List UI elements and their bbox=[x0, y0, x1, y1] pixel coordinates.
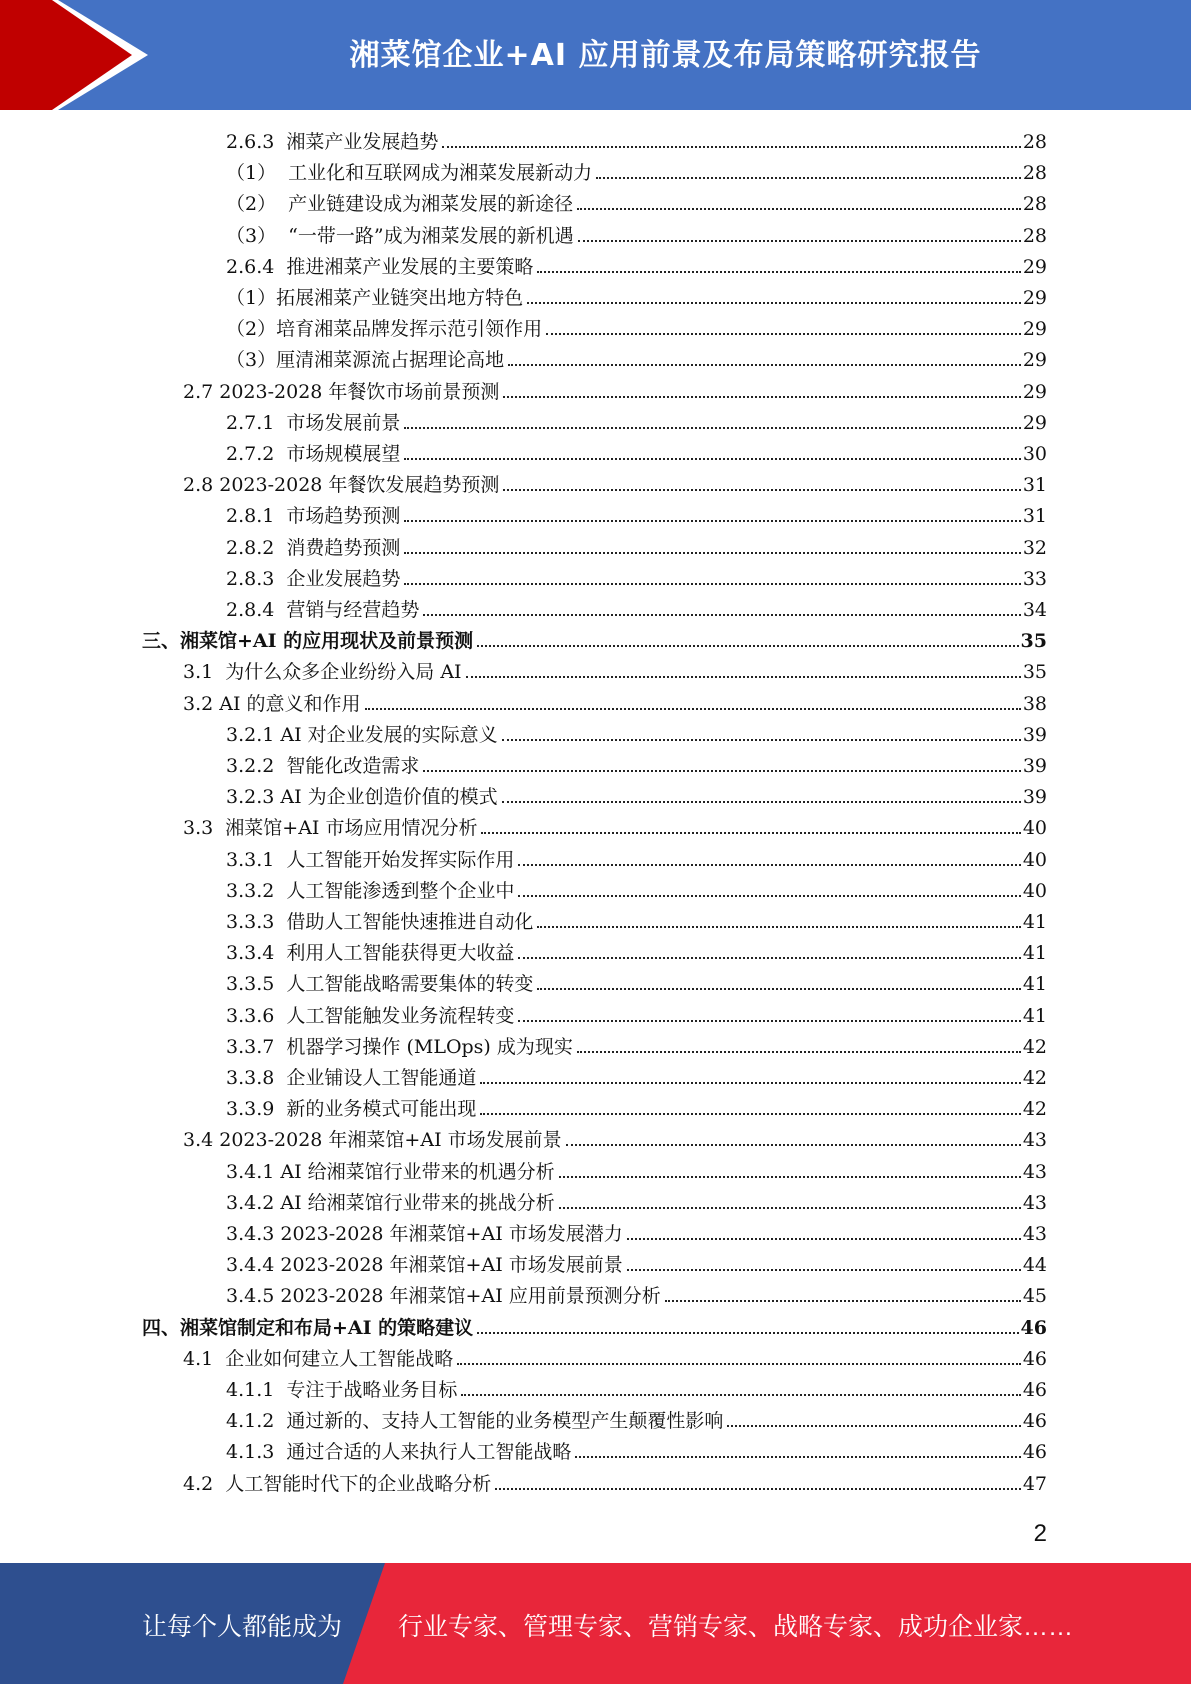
toc-leader-dots bbox=[627, 1238, 1021, 1240]
toc-leader-dots bbox=[527, 302, 1021, 304]
toc-entry-title: 2.6.3 湘菜产业发展趋势 bbox=[226, 131, 439, 153]
toc-entry-page: 41 bbox=[1022, 1004, 1047, 1027]
toc-entry-page: 34 bbox=[1022, 599, 1047, 621]
toc-entry-title: 3.4.5 2023-2028 年湘菜馆+AI 应用前景预测分析 bbox=[226, 1285, 661, 1308]
toc-entry-page: 28 bbox=[1022, 193, 1047, 216]
toc-leader-dots bbox=[404, 458, 1020, 460]
toc-entry-title: （3）厘清湘菜源流占据理论高地 bbox=[226, 349, 505, 372]
toc-leader-dots bbox=[503, 396, 1020, 398]
toc-entry-title: （3） “一带一路”成为湘菜发展的新机遇 bbox=[226, 224, 574, 247]
toc-entry-title: 4.1.3 通过合适的人来执行人工智能战略 bbox=[226, 1441, 572, 1464]
toc-leader-dots bbox=[480, 1113, 1020, 1115]
toc-entry[interactable] bbox=[226, 189, 1047, 220]
toc-entry[interactable] bbox=[183, 470, 1047, 501]
toc-entry-page: 46 bbox=[1020, 1316, 1047, 1339]
toc-entry-title: 2.8.2 消费趋势预测 bbox=[226, 536, 401, 559]
toc-entry[interactable] bbox=[226, 127, 1047, 158]
toc-entry-title: 2.7.1 市场发展前景 bbox=[226, 411, 401, 434]
toc-entry[interactable] bbox=[226, 564, 1047, 595]
toc-entry-title: 3.2.1 AI 对企业发展的实际意义 bbox=[226, 723, 498, 746]
toc-entry-page: 39 bbox=[1022, 755, 1047, 777]
toc-entry-title: 3.3.9 新的业务模式可能出现 bbox=[226, 1098, 477, 1121]
toc-entry[interactable] bbox=[226, 907, 1047, 938]
toc-leader-dots bbox=[404, 520, 1020, 522]
toc-entry-page: 39 bbox=[1022, 786, 1047, 809]
toc-entry[interactable] bbox=[226, 1188, 1047, 1219]
toc-leader-dots bbox=[578, 240, 1021, 242]
toc-leader-dots bbox=[518, 1020, 1020, 1022]
toc-entry[interactable] bbox=[226, 283, 1047, 314]
toc-entry[interactable] bbox=[226, 1063, 1047, 1094]
toc-entry-page: 29 bbox=[1022, 255, 1047, 278]
toc-entry-page: 44 bbox=[1022, 1254, 1047, 1277]
toc-leader-dots bbox=[559, 1176, 1021, 1178]
toc-entry-page: 39 bbox=[1022, 723, 1047, 746]
toc-leader-dots bbox=[627, 1269, 1021, 1271]
toc-leader-dots bbox=[665, 1300, 1021, 1302]
toc-entry[interactable] bbox=[226, 751, 1047, 782]
toc-entry-title: （2）培育湘菜品牌发挥示范引领作用 bbox=[226, 318, 543, 341]
toc-entry-title: 2.6.4 推进湘菜产业发展的主要策略 bbox=[226, 255, 534, 278]
toc-entry-title: 3.1 为什么众多企业纷纷入局 AI bbox=[183, 661, 462, 684]
page-footer bbox=[0, 1563, 1191, 1684]
toc-leader-dots bbox=[423, 614, 1020, 616]
toc-leader-dots bbox=[477, 645, 1018, 647]
toc-entry-page: 40 bbox=[1022, 879, 1047, 902]
toc-entry-page: 46 bbox=[1022, 1441, 1047, 1464]
toc-leader-dots bbox=[423, 770, 1020, 772]
toc-entry-page: 42 bbox=[1022, 1067, 1047, 1089]
toc-leader-dots bbox=[481, 832, 1020, 834]
toc-leader-dots bbox=[502, 801, 1021, 803]
toc-entry-title: 3.4.3 2023-2028 年湘菜馆+AI 市场发展潜力 bbox=[226, 1223, 623, 1245]
toc-entry-page: 33 bbox=[1022, 567, 1047, 590]
toc-entry[interactable] bbox=[226, 1001, 1047, 1032]
toc-entry[interactable] bbox=[226, 1157, 1047, 1188]
page-number: 2 bbox=[1033, 1520, 1047, 1547]
toc-entry-page: 46 bbox=[1022, 1410, 1047, 1433]
toc-leader-dots bbox=[518, 895, 1020, 897]
toc-leader-dots bbox=[404, 427, 1020, 429]
toc-entry[interactable] bbox=[226, 1032, 1047, 1063]
toc-entry-page: 28 bbox=[1022, 162, 1047, 185]
toc-leader-dots bbox=[537, 988, 1020, 990]
toc-entry-page: 43 bbox=[1022, 1223, 1047, 1245]
toc-entry-title: 3.3.4 利用人工智能获得更大收益 bbox=[226, 942, 515, 965]
toc-entry-title: 3.4.2 AI 给湘菜馆行业带来的挑战分析 bbox=[226, 1191, 555, 1214]
toc-entry[interactable] bbox=[226, 969, 1047, 1000]
page-header bbox=[0, 0, 1191, 110]
toc-entry[interactable] bbox=[226, 1250, 1047, 1281]
toc-entry-title: 3.3.1 人工智能开始发挥实际作用 bbox=[226, 848, 515, 871]
toc-entry[interactable] bbox=[226, 158, 1047, 189]
toc-entry-title: （1） 工业化和互联网成为湘菜发展新动力 bbox=[226, 162, 593, 185]
toc-leader-dots bbox=[466, 676, 1021, 678]
toc-entry-page: 43 bbox=[1022, 1160, 1047, 1183]
toc-entry[interactable] bbox=[226, 1219, 1047, 1250]
toc-entry-title: 4.1 企业如何建立人工智能战略 bbox=[183, 1347, 454, 1370]
toc-entry-title: 3.4.4 2023-2028 年湘菜馆+AI 市场发展前景 bbox=[226, 1254, 623, 1277]
toc-entry-page: 28 bbox=[1022, 224, 1047, 247]
toc-entry-title: 3.4 2023-2028 年湘菜馆+AI 市场发展前景 bbox=[183, 1129, 562, 1152]
toc-entry-page: 47 bbox=[1022, 1472, 1047, 1495]
toc-entry-title: 四、湘菜馆制定和布局+AI 的策略建议 bbox=[142, 1316, 474, 1339]
toc-entry[interactable] bbox=[183, 377, 1047, 408]
toc-entry[interactable] bbox=[226, 314, 1047, 345]
toc-entry[interactable] bbox=[226, 876, 1047, 907]
toc-entry-page: 28 bbox=[1022, 131, 1047, 153]
toc-entry[interactable] bbox=[226, 782, 1047, 813]
toc-entry-title: 3.3 湘菜馆+AI 市场应用情况分析 bbox=[183, 817, 478, 840]
toc-entry-page: 29 bbox=[1022, 411, 1047, 434]
toc-entry-page: 41 bbox=[1022, 942, 1047, 965]
toc-entry[interactable] bbox=[183, 689, 1047, 720]
toc-entry[interactable] bbox=[226, 1406, 1047, 1437]
toc-entry-page: 29 bbox=[1022, 349, 1047, 372]
toc-entry-page: 30 bbox=[1022, 443, 1047, 465]
toc-entry-title: 2.7 2023-2028 年餐饮市场前景预测 bbox=[183, 380, 500, 403]
toc-entry[interactable] bbox=[226, 1094, 1047, 1125]
toc-entry[interactable] bbox=[183, 1469, 1047, 1500]
toc-entry[interactable] bbox=[226, 1375, 1047, 1406]
toc-leader-dots bbox=[508, 364, 1021, 366]
toc-entry[interactable] bbox=[226, 408, 1047, 439]
toc-leader-dots bbox=[575, 1456, 1020, 1458]
toc-leader-dots bbox=[577, 208, 1021, 210]
toc-entry-page: 42 bbox=[1022, 1035, 1047, 1058]
toc-leader-dots bbox=[502, 739, 1021, 741]
toc-leader-dots bbox=[365, 708, 1021, 710]
toc-entry-title: 3.3.7 机器学习操作 (MLOps) 成为现实 bbox=[226, 1035, 573, 1058]
toc-entry-page: 40 bbox=[1022, 817, 1047, 840]
toc-entry[interactable] bbox=[226, 1281, 1047, 1312]
toc-entry-page: 31 bbox=[1022, 505, 1047, 528]
footer-slogan-right: 行业专家、管理专家、营销专家、战略专家、成功企业家…… bbox=[398, 1613, 1074, 1641]
toc-entry-title: 3.2.2 智能化改造需求 bbox=[226, 755, 420, 777]
toc-entry-page: 45 bbox=[1022, 1285, 1047, 1308]
toc-entry-title: （2） 产业链建设成为湘菜发展的新途径 bbox=[226, 193, 574, 216]
toc-entry[interactable] bbox=[226, 845, 1047, 876]
toc-entry-page: 35 bbox=[1020, 630, 1047, 653]
toc-entry-title: 3.4.1 AI 给湘菜馆行业带来的机遇分析 bbox=[226, 1160, 555, 1183]
toc-entry-title: 2.8.4 营销与经营趋势 bbox=[226, 599, 420, 621]
toc-entry-title: 3.2 AI 的意义和作用 bbox=[183, 692, 361, 715]
toc-leader-dots bbox=[537, 926, 1020, 928]
toc-leader-dots bbox=[461, 1394, 1020, 1396]
toc-entry[interactable] bbox=[183, 813, 1047, 844]
toc-entry[interactable] bbox=[226, 221, 1047, 252]
toc-entry-page: 32 bbox=[1022, 536, 1047, 559]
toc-entry-page: 46 bbox=[1022, 1347, 1047, 1370]
toc-entry-title: 2.8.3 企业发展趋势 bbox=[226, 567, 401, 590]
toc-leader-dots bbox=[404, 552, 1020, 554]
toc-entry[interactable] bbox=[142, 626, 1047, 657]
toc-leader-dots bbox=[495, 1488, 1021, 1490]
toc-entry[interactable] bbox=[226, 720, 1047, 751]
toc-leader-dots bbox=[477, 1332, 1018, 1334]
toc-entry[interactable] bbox=[183, 657, 1047, 688]
toc-entry-title: 4.1.2 通过新的、支持人工智能的业务模型产生颠覆性影响 bbox=[226, 1410, 724, 1433]
toc-entry-page: 41 bbox=[1022, 911, 1047, 933]
toc-entry[interactable] bbox=[226, 345, 1047, 376]
toc-entry-page: 43 bbox=[1022, 1191, 1047, 1214]
toc-entry-title: 3.3.6 人工智能触发业务流程转变 bbox=[226, 1004, 515, 1027]
toc-entry-page: 29 bbox=[1022, 287, 1047, 309]
toc-entry[interactable] bbox=[226, 938, 1047, 969]
toc-entry-title: 4.2 人工智能时代下的企业战略分析 bbox=[183, 1472, 492, 1495]
toc-entry-page: 46 bbox=[1022, 1379, 1047, 1401]
toc-leader-dots bbox=[457, 1363, 1021, 1365]
toc-leader-dots bbox=[404, 583, 1020, 585]
toc-entry-title: 3.3.3 借助人工智能快速推进自动化 bbox=[226, 911, 534, 933]
toc-entry[interactable] bbox=[142, 1313, 1047, 1344]
toc-leader-dots bbox=[596, 177, 1021, 179]
toc-entry[interactable] bbox=[226, 252, 1047, 283]
toc-entry-page: 29 bbox=[1022, 380, 1047, 403]
toc-leader-dots bbox=[727, 1425, 1020, 1427]
toc-entry[interactable] bbox=[183, 1125, 1047, 1156]
toc-entry-page: 40 bbox=[1022, 848, 1047, 871]
toc-entry-title: 2.8 2023-2028 年餐饮发展趋势预测 bbox=[183, 474, 500, 497]
toc-entry-page: 38 bbox=[1022, 692, 1047, 715]
toc-entry-title: 4.1.1 专注于战略业务目标 bbox=[226, 1379, 458, 1401]
toc-entry-title: 2.7.2 市场规模展望 bbox=[226, 443, 401, 465]
toc-entry-title: 3.3.8 企业铺设人工智能通道 bbox=[226, 1067, 477, 1089]
toc-leader-dots bbox=[566, 1144, 1021, 1146]
toc-entry[interactable] bbox=[183, 1344, 1047, 1375]
toc-entry-title: （1）拓展湘菜产业链突出地方特色 bbox=[226, 287, 524, 309]
toc-entry[interactable] bbox=[226, 501, 1047, 532]
toc-leader-dots bbox=[577, 1051, 1021, 1053]
toc-entry-page: 41 bbox=[1022, 973, 1047, 996]
toc-entry-title: 三、湘菜馆+AI 的应用现状及前景预测 bbox=[142, 630, 474, 653]
toc-entry[interactable] bbox=[226, 595, 1047, 626]
footer-slogan-left: 让每个人都能成为 bbox=[142, 1613, 343, 1641]
toc-leader-dots bbox=[546, 333, 1021, 335]
toc-leader-dots bbox=[518, 864, 1020, 866]
toc-leader-dots bbox=[559, 1207, 1021, 1209]
toc-entry[interactable] bbox=[226, 1437, 1047, 1468]
toc-leader-dots bbox=[480, 1082, 1020, 1084]
toc-entry-page: 42 bbox=[1022, 1098, 1047, 1121]
toc-entry-page: 43 bbox=[1022, 1129, 1047, 1152]
toc-entry[interactable] bbox=[226, 439, 1047, 470]
toc-leader-dots bbox=[518, 957, 1020, 959]
toc-entry-page: 35 bbox=[1022, 661, 1047, 684]
toc-entry-page: 29 bbox=[1022, 318, 1047, 341]
toc-leader-dots bbox=[442, 146, 1020, 148]
toc-leader-dots bbox=[503, 489, 1020, 491]
toc-entry-title: 3.3.5 人工智能战略需要集体的转变 bbox=[226, 973, 534, 996]
toc-entry-title: 3.2.3 AI 为企业创造价值的模式 bbox=[226, 786, 498, 809]
toc-entry-title: 3.3.2 人工智能渗透到整个企业中 bbox=[226, 879, 515, 902]
toc-entry-title: 2.8.1 市场趋势预测 bbox=[226, 505, 401, 528]
report-title: 湘菜馆企业+AI 应用前景及布局策略研究报告 bbox=[349, 38, 982, 73]
toc-leader-dots bbox=[537, 271, 1020, 273]
toc-entry-page: 31 bbox=[1022, 474, 1047, 497]
toc-entry[interactable] bbox=[226, 533, 1047, 564]
